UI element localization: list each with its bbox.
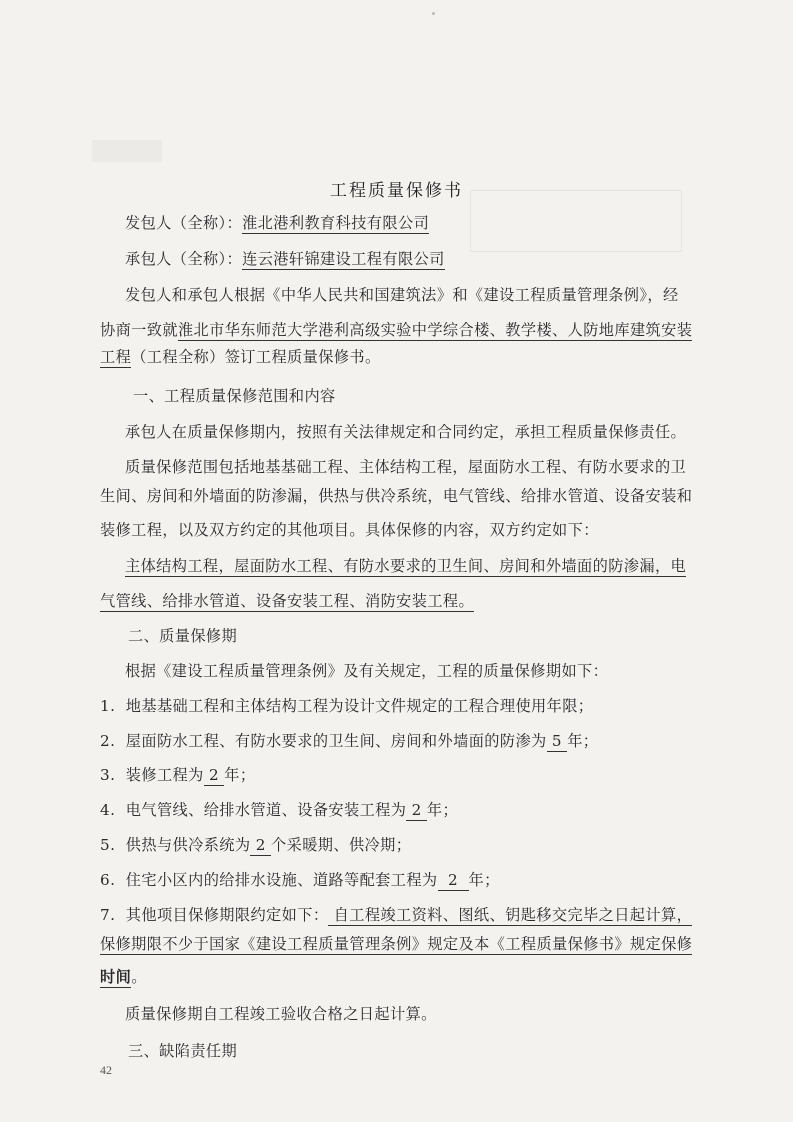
employer-line xyxy=(125,212,725,234)
intro-line-3 xyxy=(100,346,700,368)
item-fill-value: 2 xyxy=(438,871,469,891)
intro-prefix: 协商一致就 xyxy=(100,321,178,339)
item-text: 地基基础工程和主体结构工程为设计文件规定的工程合理使用年限； xyxy=(125,697,594,715)
warranty-item-1 xyxy=(100,695,700,717)
item-suffix: 个采暖期、供冷期； xyxy=(271,836,412,854)
item-text: 住宅小区内的给排水设施、道路等配套工程为 xyxy=(125,871,438,889)
item-fill-value: 2 xyxy=(406,801,427,821)
document-title: 工程质量保修书 xyxy=(330,181,463,201)
item7-fill-line-2: 保修期限不少于国家《建设工程质量管理条例》规定及本《工程质量保修书》规定保修 xyxy=(100,935,693,953)
item-suffix: 年； xyxy=(426,801,459,819)
item-fill-value: 2 xyxy=(250,836,271,856)
warranty-item-2 xyxy=(100,730,700,752)
item-text: 供热与供冷系统为 xyxy=(125,836,251,854)
item-suffix: 年； xyxy=(224,766,256,784)
contractor-name: 连云港轩锦建设工程有限公司 xyxy=(242,250,445,268)
agreed-scope-line-2 xyxy=(100,590,700,612)
item-number: 5. xyxy=(100,836,116,854)
bleed-through-block xyxy=(92,140,162,162)
agreed-scope-text-2: 气管线、给排水管道、设备安装工程、消防安装工程。 xyxy=(100,592,475,610)
warranty-start-note: 质量保修期自工程竣工验收合格之日起计算。 xyxy=(125,1005,437,1023)
agreed-scope-text-1: 主体结构工程，屋面防水工程、有防水要求的卫生间、房间和外墙面的防渗漏，电 xyxy=(125,557,687,575)
item7-end: 。 xyxy=(131,968,147,986)
warranty-item-3 xyxy=(100,764,700,786)
item-fill-value: 5 xyxy=(547,732,568,752)
item-number: 1. xyxy=(100,697,116,715)
item-text: 装修工程为 xyxy=(125,766,204,784)
intro-line-2 xyxy=(100,319,700,341)
section1-paragraph-2-line-2: 生间、房间和外墙面的防渗漏，供热与供冷系统，电气管线、给排水管道、设备安装和 xyxy=(100,487,693,505)
item7-fill-line-3: 时间 xyxy=(100,968,132,986)
employer-label: 发包人（全称）： xyxy=(125,214,243,232)
item-suffix: 年； xyxy=(567,732,599,750)
intro-line-1: 发包人和承包人根据《中华人民共和国建筑法》和《建设工程质量管理条例》，经 xyxy=(125,286,679,304)
warranty-item-7-line-3 xyxy=(100,966,700,988)
item-number: 6. xyxy=(100,871,116,889)
item-number: 7. xyxy=(100,906,116,924)
section3-heading: 三、缺陷责任期 xyxy=(128,1042,238,1060)
project-name-end: 工程 xyxy=(100,348,132,366)
item-suffix: 年； xyxy=(468,871,500,889)
section1-paragraph-2-line-1: 质量保修范围包括地基基础工程、主体结构工程，屋面防水工程、有防水要求的卫 xyxy=(125,458,687,476)
item-fill-value: 自工程竣工资料、图纸、钥匙移交完毕之日起计算， xyxy=(328,906,692,926)
intro-suffix: （工程全称）签订工程质量保修书。 xyxy=(131,348,381,366)
warranty-item-7 xyxy=(100,904,700,926)
agreed-scope-line-1 xyxy=(125,555,725,577)
warranty-item-6 xyxy=(100,869,700,891)
section2-heading: 二、质量保修期 xyxy=(128,627,238,645)
contractor-label: 承包人（全称）： xyxy=(125,250,243,268)
project-name: 淮北市华东师范大学港利高级实验中学综合楼、教学楼、人防地库建筑安装 xyxy=(177,321,693,339)
warranty-item-4 xyxy=(100,799,700,821)
employer-name: 淮北港利教育科技有限公司 xyxy=(242,214,430,232)
warranty-item-7-line-2 xyxy=(100,933,700,955)
item-number: 4. xyxy=(100,801,116,819)
section1-paragraph-2-line-3: 装修工程，以及双方约定的其他项目。具体保修的内容，双方约定如下： xyxy=(100,521,599,539)
section2-intro: 根据《建设工程质量管理条例》及有关规定，工程的质量保修期如下： xyxy=(125,662,609,680)
scan-speck xyxy=(432,12,435,15)
item-text: 其他项目保修期限约定如下： xyxy=(125,906,329,924)
contractor-line xyxy=(125,248,725,270)
section1-heading: 一、工程质量保修范围和内容 xyxy=(133,387,336,405)
item-number: 3. xyxy=(100,766,116,784)
item-text: 屋面防水工程、有防水要求的卫生间、房间和外墙面的防渗为 xyxy=(125,732,547,750)
page-number: 42 xyxy=(100,1063,112,1077)
item-number: 2. xyxy=(100,732,116,750)
item-fill-value: 2 xyxy=(204,766,225,786)
warranty-item-5 xyxy=(100,834,700,856)
item-text: 电气管线、给排水管道、设备安装工程为 xyxy=(125,801,407,819)
section1-paragraph-1: 承包人在质量保修期内，按照有关法律规定和合同约定，承担工程质量保修责任。 xyxy=(125,423,687,441)
